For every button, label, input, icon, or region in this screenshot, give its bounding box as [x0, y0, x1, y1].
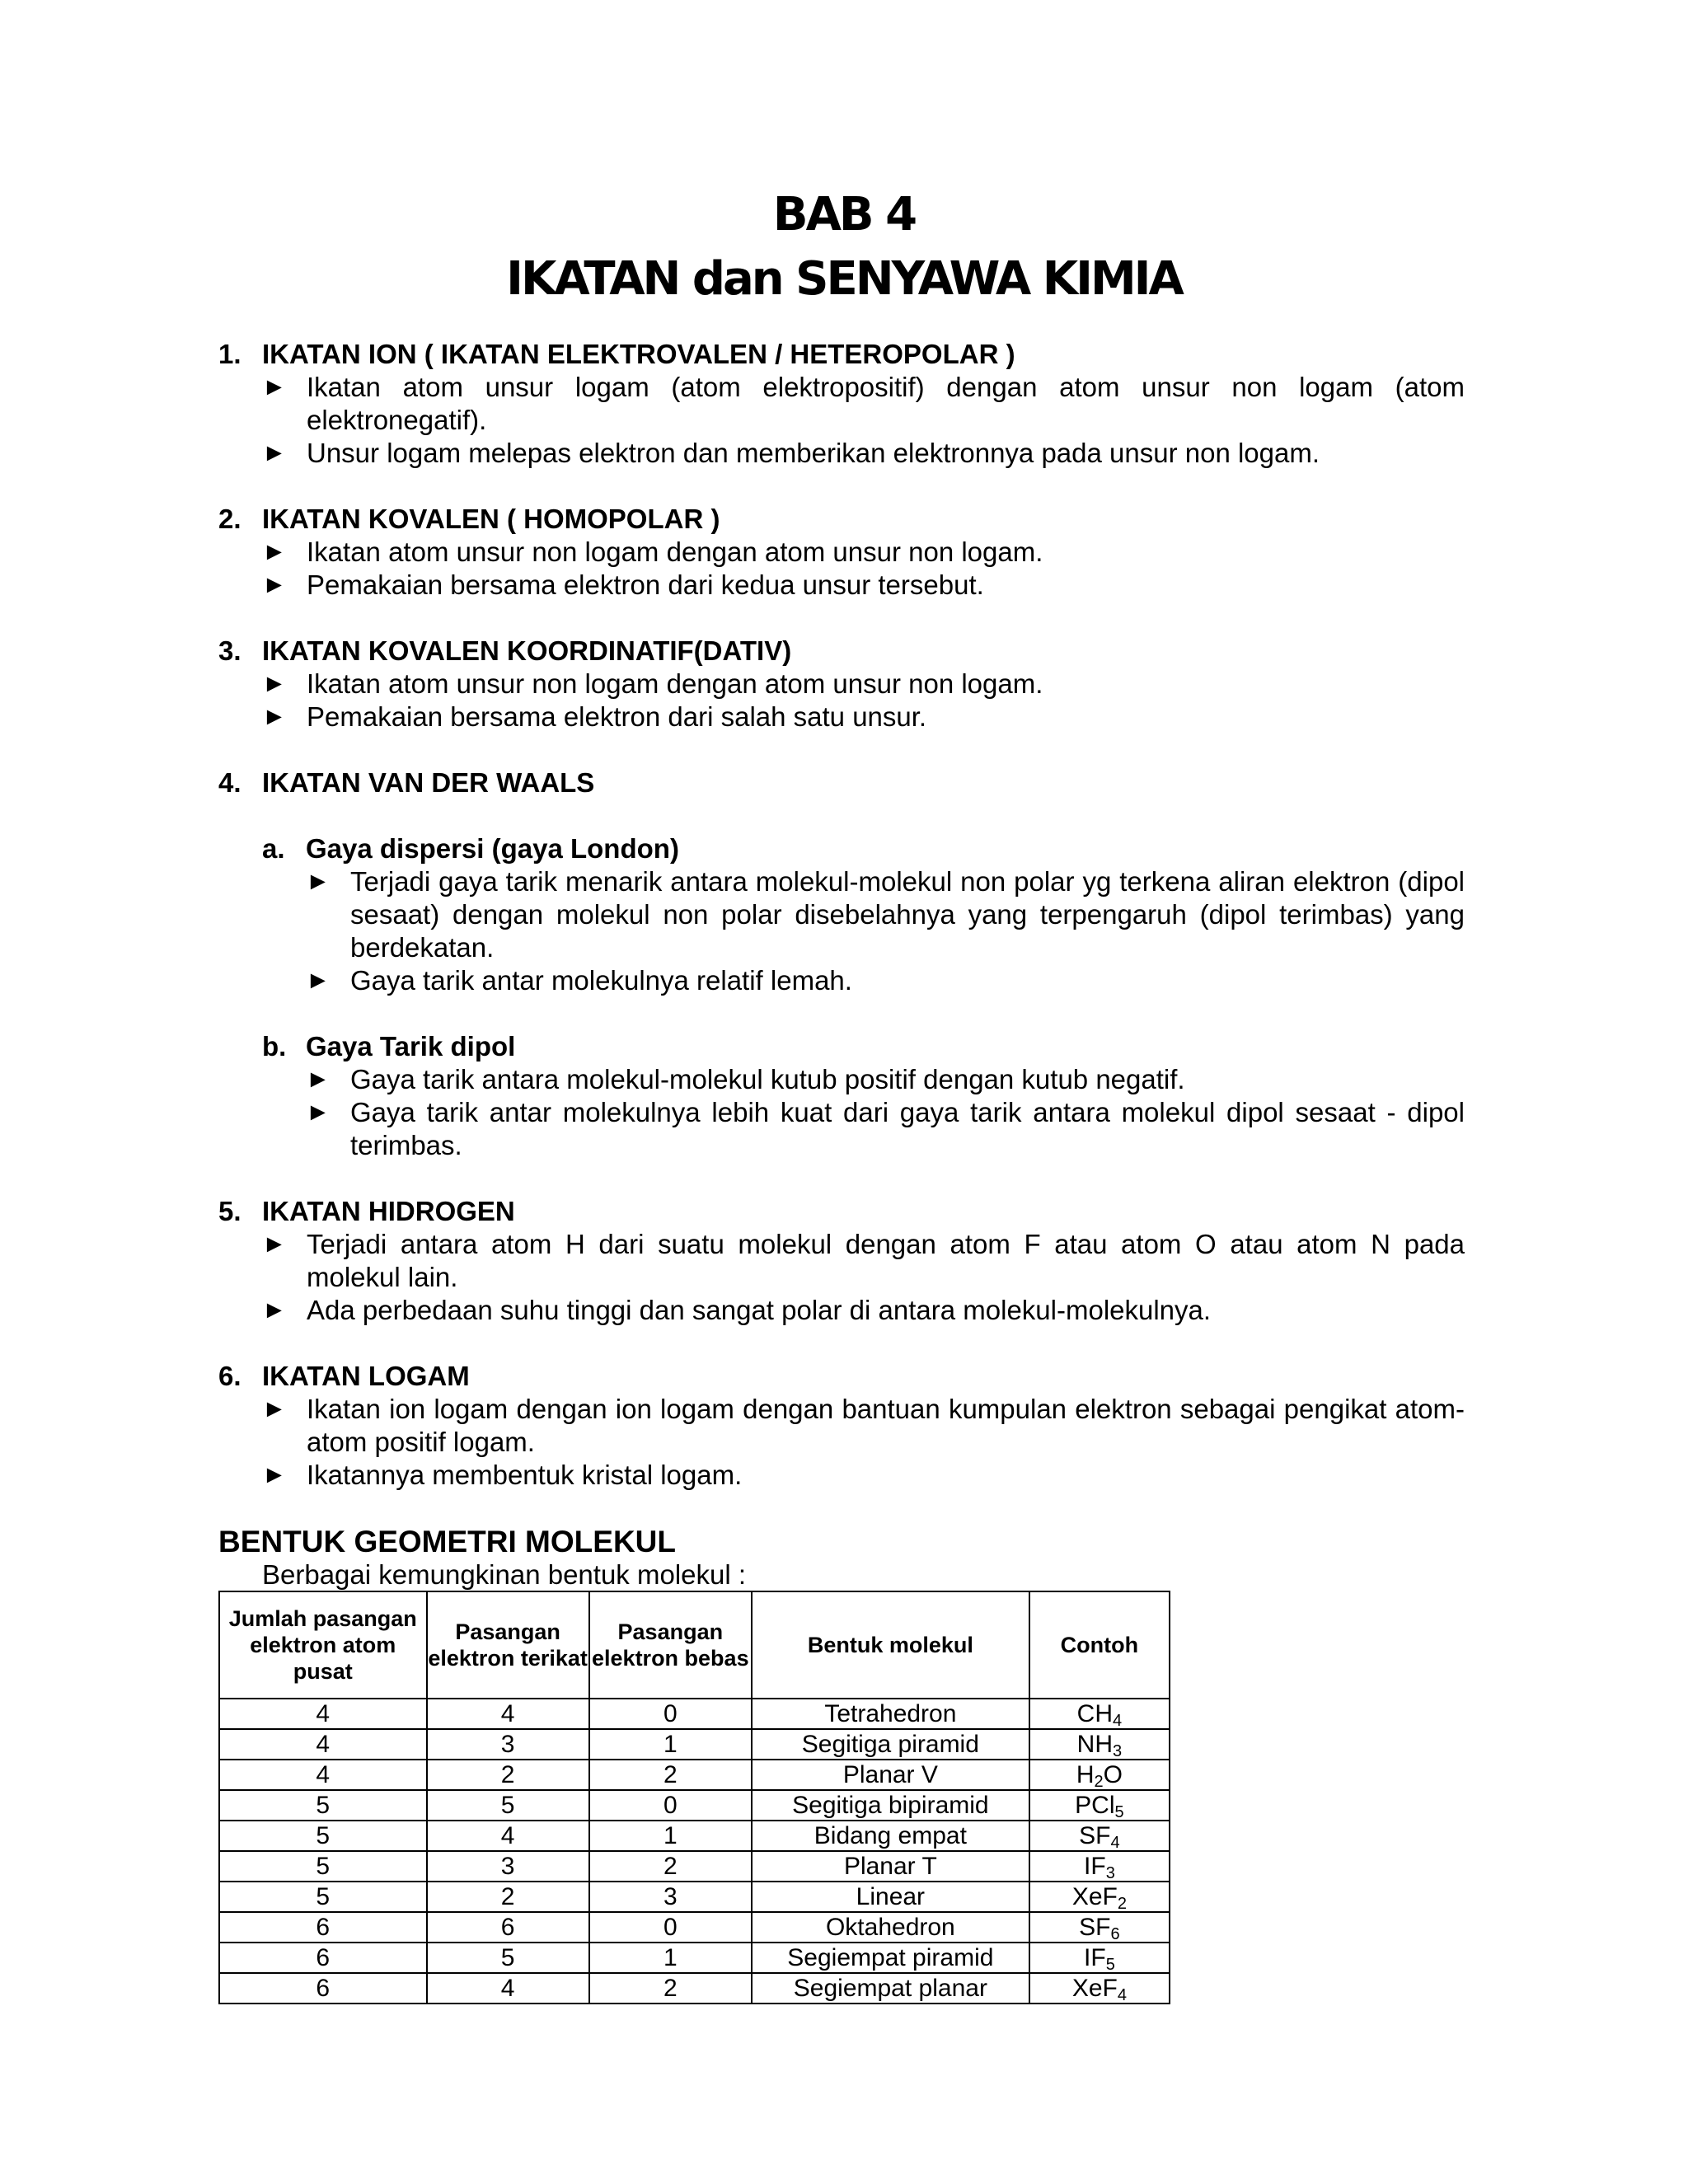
table-row [219, 1729, 1170, 1760]
bullet-text: Ikatan ion logam dengan ion logam dengan bantuan kumpulan elektron sebagai pengikat atom-atom positif logam. [307, 1394, 1465, 1457]
cell-shape: Bidang empat [752, 1821, 1029, 1851]
bullet-item [262, 701, 1465, 733]
cell-free: 0 [589, 1699, 752, 1729]
subsection-heading-text: Gaya dispersi (gaya London) [306, 833, 679, 864]
formula-subscript: 5 [1114, 1803, 1124, 1821]
bullet-item [262, 668, 1465, 701]
formula-base: H [1076, 1761, 1095, 1788]
formula-base: IF [1084, 1944, 1106, 1971]
formula-base: IF [1084, 1853, 1106, 1880]
section-number: 2. [218, 504, 241, 534]
table-row [219, 1912, 1170, 1943]
formula-subscript: 2 [1094, 1773, 1104, 1791]
section-number: 5. [218, 1196, 241, 1226]
table-row [219, 1699, 1170, 1729]
chapter-label: BAB 4 [772, 188, 916, 241]
formula-base: XeF [1071, 1883, 1118, 1910]
column-header-bonded: Pasangan elektron terikat [427, 1591, 589, 1699]
subsection-letter: a. [262, 833, 285, 864]
formula-subscript: 2 [1117, 1895, 1127, 1913]
bullet-text: Terjadi antara atom H dari suatu molekul dengan atom F atau atom O atau atom N pada molekul lain. [307, 1229, 1465, 1292]
cell-shape: Tetrahedron [752, 1699, 1029, 1729]
bullet-item [262, 1228, 1465, 1294]
table-row [219, 1943, 1170, 1973]
bullet-item [262, 569, 1465, 602]
cell-total: 5 [219, 1882, 427, 1912]
formula-base: XeF [1071, 1975, 1118, 2002]
bullet-item [306, 865, 1465, 964]
cell-bonded: 3 [427, 1851, 589, 1882]
bullet-text: Ada perbedaan suhu tinggi dan sangat polar di antara molekul-molekulnya. [307, 1295, 1212, 1325]
bullet-arrow-icon: ► [262, 439, 287, 466]
bullet-list [262, 1228, 1465, 1327]
subsection-2 [262, 1030, 1465, 1162]
bullet-arrow-icon: ► [262, 373, 287, 401]
section-5 [218, 1195, 1465, 1327]
cell-free: 0 [589, 1912, 752, 1943]
column-header-free: Pasangan elektron bebas [589, 1591, 752, 1699]
cell-total: 5 [219, 1851, 427, 1882]
bullet-text: Ikatan atom unsur non logam dengan atom unsur non logam. [307, 668, 1043, 699]
bullet-list [262, 536, 1465, 602]
cell-formula [1029, 1760, 1170, 1790]
cell-shape: Segitiga bipiramid [752, 1790, 1029, 1821]
cell-total: 6 [219, 1973, 427, 2004]
cell-free: 3 [589, 1882, 752, 1912]
bullet-text: Terjadi gaya tarik menarik antara molekul-molekul non polar yg terkena aliran elektron (dipol sesaat) dengan molekul non polar disebelahnya yang terpengaruh (dipol terimbas) yang berdekatan. [350, 866, 1465, 963]
section-number: 6. [218, 1361, 241, 1391]
cell-total: 6 [219, 1912, 427, 1943]
section-heading [218, 338, 1465, 371]
table-body [219, 1699, 1170, 2004]
table-row [219, 1851, 1170, 1882]
section-heading-text: IKATAN HIDROGEN [262, 1196, 515, 1226]
bullet-item [306, 1096, 1465, 1162]
bullet-arrow-icon: ► [262, 703, 287, 730]
cell-formula [1029, 1790, 1170, 1821]
formula-subscript: 6 [1110, 1925, 1120, 1943]
cell-formula [1029, 1882, 1170, 1912]
cell-shape: Planar V [752, 1760, 1029, 1790]
bullet-arrow-icon: ► [262, 670, 287, 697]
section-heading [218, 503, 1465, 536]
formula-subscript: 5 [1105, 1956, 1115, 1974]
cell-total: 5 [219, 1821, 427, 1851]
cell-free: 2 [589, 1973, 752, 2004]
subsection-1 [262, 832, 1465, 997]
formula-base: CH [1076, 1700, 1114, 1727]
cell-shape: Segitiga piramid [752, 1729, 1029, 1760]
cell-total: 4 [219, 1699, 427, 1729]
bullet-text: Gaya tarik antara molekul-molekul kutub positif dengan kutub negatif. [350, 1064, 1185, 1094]
bullet-item [262, 1294, 1465, 1327]
cell-shape: Planar T [752, 1851, 1029, 1882]
cell-total: 4 [219, 1760, 427, 1790]
bullet-arrow-icon: ► [306, 1066, 331, 1093]
cell-bonded: 5 [427, 1790, 589, 1821]
formula-subscript: 4 [1113, 1712, 1123, 1730]
section-heading-text: IKATAN VAN DER WAALS [262, 767, 595, 798]
column-header-shape: Bentuk molekul [752, 1591, 1029, 1699]
formula-subscript: 3 [1105, 1864, 1115, 1882]
cell-formula [1029, 1943, 1170, 1973]
section-heading [218, 635, 1465, 668]
bullet-item [306, 964, 1465, 997]
bullet-text: Ikatan atom unsur logam (atom elektropositif) dengan atom unsur non logam (atom elektronegatif). [307, 372, 1465, 435]
section-heading-text: IKATAN ION ( IKATAN ELEKTROVALEN / HETEROPOLAR ) [262, 339, 1015, 369]
bullet-arrow-icon: ► [306, 868, 331, 895]
cell-formula [1029, 1912, 1170, 1943]
section-number: 4. [218, 767, 241, 798]
formula-base: NH [1076, 1731, 1114, 1758]
formula-tail: O [1103, 1761, 1123, 1788]
geometry-intro: Berbagai kemungkinan bentuk molekul : [262, 1559, 747, 1590]
bullet-item [306, 1063, 1465, 1096]
section-number: 3. [218, 635, 241, 666]
section-heading [218, 1360, 1465, 1393]
sections-list [218, 338, 1465, 1492]
table-row [219, 1882, 1170, 1912]
bullet-item [262, 536, 1465, 569]
geometry-table [218, 1591, 1170, 2004]
cell-free: 1 [589, 1729, 752, 1760]
table-row [219, 1790, 1170, 1821]
geometry-heading: BENTUK GEOMETRI MOLEKUL [218, 1525, 676, 1558]
bullet-arrow-icon: ► [262, 1461, 287, 1488]
section-6 [218, 1360, 1465, 1492]
bullet-text: Pemakaian bersama elektron dari kedua unsur tersebut. [307, 569, 984, 600]
table-header-row [219, 1591, 1170, 1699]
bullet-arrow-icon: ► [262, 538, 287, 565]
bullet-item [262, 1459, 1465, 1492]
formula-base: SF [1079, 1822, 1111, 1849]
subsection-heading [262, 1030, 1465, 1063]
bullet-text: Ikatan atom unsur non logam dengan atom unsur non logam. [307, 537, 1043, 567]
section-heading-text: IKATAN KOVALEN KOORDINATIF(DATIV) [262, 635, 792, 666]
cell-bonded: 2 [427, 1760, 589, 1790]
cell-formula [1029, 1729, 1170, 1760]
formula-base: PCl [1075, 1792, 1115, 1819]
bullet-item [262, 437, 1465, 470]
bullet-text: Gaya tarik antar molekulnya lebih kuat dari gaya tarik antara molekul dipol sesaat - dipol terimbas. [350, 1097, 1465, 1160]
cell-bonded: 2 [427, 1882, 589, 1912]
bullet-list [262, 1393, 1465, 1492]
section-2 [218, 503, 1465, 602]
cell-shape: Oktahedron [752, 1912, 1029, 1943]
cell-bonded: 4 [427, 1699, 589, 1729]
section-4 [218, 766, 1465, 1162]
cell-free: 1 [589, 1943, 752, 1973]
formula-subscript: 4 [1110, 1834, 1120, 1852]
cell-formula [1029, 1851, 1170, 1882]
bullet-arrow-icon: ► [306, 1099, 331, 1126]
bullet-arrow-icon: ► [262, 1395, 287, 1422]
bullet-list [262, 371, 1465, 470]
geometry-section [218, 1525, 1465, 2004]
cell-free: 1 [589, 1821, 752, 1851]
cell-total: 5 [219, 1790, 427, 1821]
section-1 [218, 338, 1465, 470]
table-row [219, 1821, 1170, 1851]
bullet-arrow-icon: ► [262, 1296, 287, 1324]
cell-shape: Linear [752, 1882, 1029, 1912]
cell-free: 2 [589, 1851, 752, 1882]
cell-free: 0 [589, 1790, 752, 1821]
table-row [219, 1760, 1170, 1790]
cell-bonded: 4 [427, 1973, 589, 2004]
formula-subscript: 4 [1117, 1986, 1127, 2004]
bullet-text: Ikatannya membentuk kristal logam. [307, 1460, 743, 1490]
bullet-text: Pemakaian bersama elektron dari salah satu unsur. [307, 701, 927, 732]
formula-subscript: 3 [1113, 1742, 1123, 1760]
section-heading-text: IKATAN KOVALEN ( HOMOPOLAR ) [262, 504, 720, 534]
content-body [218, 338, 1465, 2004]
column-header-example: Contoh [1029, 1591, 1170, 1699]
cell-shape: Segiempat piramid [752, 1943, 1029, 1973]
bullet-list [306, 1063, 1465, 1162]
bullet-arrow-icon: ► [262, 1230, 287, 1258]
section-3 [218, 635, 1465, 733]
bullet-text: Gaya tarik antar molekulnya relatif lemah. [350, 965, 852, 996]
cell-formula [1029, 1699, 1170, 1729]
cell-bonded: 3 [427, 1729, 589, 1760]
bullet-arrow-icon: ► [262, 571, 287, 598]
subsection-heading [262, 832, 1465, 865]
cell-formula [1029, 1821, 1170, 1851]
bullet-list [306, 865, 1465, 997]
formula-base: SF [1079, 1914, 1111, 1941]
page-title: IKATAN dan SENYAWA KIMIA [506, 252, 1182, 306]
bullet-item [262, 1393, 1465, 1459]
cell-formula [1029, 1973, 1170, 2004]
section-heading [218, 1195, 1465, 1228]
cell-total: 6 [219, 1943, 427, 1973]
section-heading-text: IKATAN LOGAM [262, 1361, 470, 1391]
column-header-total: Jumlah pasangan elektron atom pusat [219, 1591, 427, 1699]
cell-bonded: 6 [427, 1912, 589, 1943]
bullet-item [262, 371, 1465, 437]
subsection-heading-text: Gaya Tarik dipol [306, 1031, 516, 1062]
cell-bonded: 5 [427, 1943, 589, 1973]
cell-free: 2 [589, 1760, 752, 1790]
section-heading [218, 766, 1465, 799]
cell-total: 4 [219, 1729, 427, 1760]
section-number: 1. [218, 339, 241, 369]
subsection-letter: b. [262, 1031, 287, 1062]
bullet-text: Unsur logam melepas elektron dan memberikan elektronnya pada unsur non logam. [307, 438, 1320, 468]
table-row [219, 1973, 1170, 2004]
cell-shape: Segiempat planar [752, 1973, 1029, 2004]
cell-bonded: 4 [427, 1821, 589, 1851]
bullet-arrow-icon: ► [306, 967, 331, 994]
bullet-list [262, 668, 1465, 733]
